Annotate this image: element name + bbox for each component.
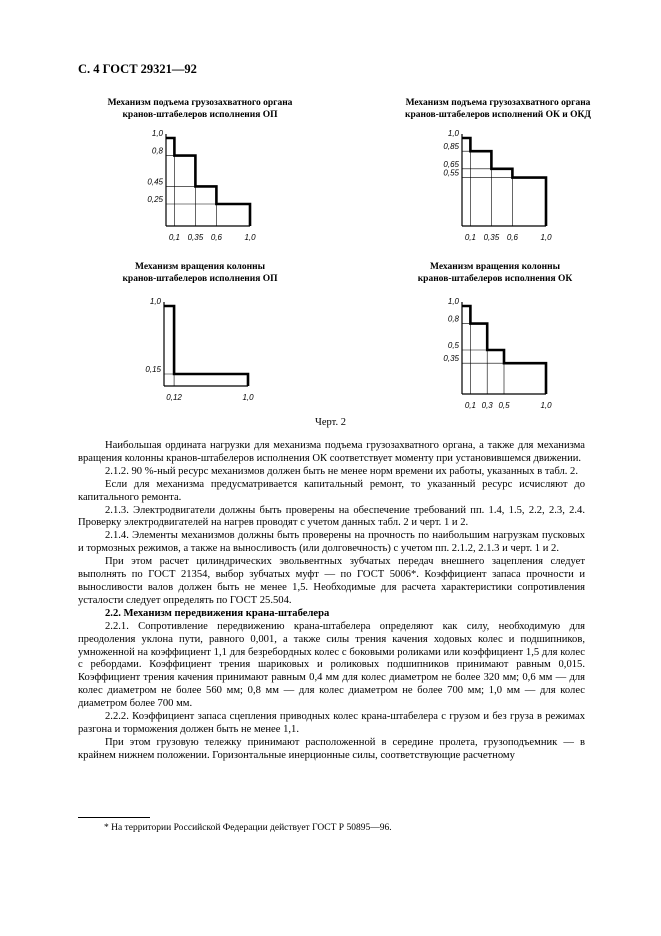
y-tick-label: 0,55 xyxy=(443,168,459,178)
y-tick-label: 1,0 xyxy=(447,297,459,306)
paragraph: 2.1.3. Электродвигатели должны быть проверены на обеспечение требований пп. 1.4, 1.5, 2.2, 2.3, 2.4. Проверку электродвигателей на нагрев проводят с учетом данных табл. 2 и черт. 1 и 2. xyxy=(78,504,585,529)
x-tick-label: 1,0 xyxy=(244,233,256,242)
y-tick-label: 0,35 xyxy=(443,354,459,364)
chart-title-line: Механизм подъема грузозахватного органа xyxy=(405,98,591,108)
chart-title-line: кранов-штабелеров исполнения ОП xyxy=(122,110,278,120)
y-tick-label: 0,15 xyxy=(145,365,161,374)
chart-title-lift-op xyxy=(80,97,320,121)
step-series-line xyxy=(164,306,248,386)
paragraph: 2.1.2. 90 %-ный ресурс механизмов должен быть не менее норм времени их работы, указанных в табл. 2. xyxy=(105,465,578,477)
chart-title-rotation-op xyxy=(80,261,320,285)
y-tick-label: 0,65 xyxy=(443,159,459,169)
x-tick-label: 0,1 xyxy=(464,401,476,410)
x-tick-label: 0,3 xyxy=(481,401,493,410)
paragraph: При этом грузовую тележку принимают расположенной в середине пролета, грузоподъемник — в крайнем нижнем положении. Горизонтальные инерционные силы, соответствующие расчетному xyxy=(78,736,585,761)
paragraph: 2.1.4. Элементы механизмов должны быть проверены на прочность по наибольшим нагрузкам пусковых и тормозных режимов, а также на выносливость (или долговечность) с учетом пп. 2.1.2, 2.1.3 и черт. 1 и 2. xyxy=(78,530,585,555)
y-tick-label: 0,5 xyxy=(447,341,459,350)
step-chart-lift-op xyxy=(140,130,270,246)
y-tick-label: 1,0 xyxy=(151,129,163,138)
chart-title-line: кранов-штабелеров исполнения ОК xyxy=(417,274,573,284)
page-header: С. 4 ГОСТ 29321—92 xyxy=(78,62,197,76)
paragraph: Наибольшая ордината нагрузки для механизма подъема грузозахватного органа, а также для механизма вращения колонны кранов-штабелеров исполнения ОК соответствует моменту при установившемся движении. xyxy=(78,440,585,464)
section-heading: 2.2. Механизм передвижения крана-штабелера xyxy=(105,607,330,619)
body-text xyxy=(78,440,585,763)
x-tick-label: 0,6 xyxy=(506,233,518,242)
step-series-line xyxy=(166,138,250,226)
x-tick-label: 1,0 xyxy=(540,401,552,410)
y-tick-label: 0,8 xyxy=(447,314,459,324)
x-tick-label: 0,35 xyxy=(187,233,204,242)
x-tick-label: 0,1 xyxy=(168,233,180,242)
paragraph: Если для механизма предусматривается капитальный ремонт, то указанный ресурс исчисляют до капитального ремонта. xyxy=(78,478,585,503)
y-tick-label: 0,85 xyxy=(443,142,459,152)
step-chart-rotation-ok xyxy=(436,298,566,414)
x-tick-label: 1,0 xyxy=(540,233,552,242)
y-tick-label: 0,8 xyxy=(151,146,163,156)
x-tick-label: 1,0 xyxy=(242,393,254,402)
chart-title-rotation-ok xyxy=(375,261,615,285)
x-tick-label: 0,12 xyxy=(166,393,182,402)
x-tick-label: 0,6 xyxy=(210,233,222,242)
paragraph: 2.2.1. Сопротивление передвижению крана-штабелера определяют как силу, необходимую для преодоления уклона пути, равного 0,001, а также силы трения качения ходовых колес и подшипников, умноженной на коэффициент 1,1 для безребордных колес с боковыми роликами или коэффициент 1,5 для колес с ребордами. Коэффициент трения шариковых и роликовых подшипников принимают равным 0,015. Коэффициент трения качения принимают равным 0,4 мм для колес диаметром не более 320 мм; 0,6 мм — для колес диаметром не более 560 мм; 0,8 мм — для колес диаметром не более 700 мм; 1,0 мм — для колес диаметром более 700 мм. xyxy=(78,620,585,710)
chart-title-line: кранов-штабелеров исполнения ОП xyxy=(122,274,278,284)
chart-title-line: кранов-штабелеров исполнений ОК и ОКД xyxy=(405,110,591,120)
chart-title-line: Механизм подъема грузозахватного органа xyxy=(107,98,293,108)
step-chart-rotation-op xyxy=(138,298,268,406)
footnote: * На территории Российской Федерации действует ГОСТ Р 50895—96. xyxy=(104,823,392,833)
footnote-divider xyxy=(78,817,150,818)
x-tick-label: 0,5 xyxy=(498,401,510,410)
y-tick-label: 0,45 xyxy=(147,177,163,187)
paragraph: 2.2.2. Коэффициент запаса сцепления приводных колес крана-штабелера с грузом и без груза в режимах разгона и торможения должен быть не менее 1,1. xyxy=(78,711,585,735)
step-series-line xyxy=(462,138,546,226)
y-tick-label: 1,0 xyxy=(447,129,459,138)
paragraph: При этом расчет цилиндрических эвольвентных зубчатых передач внешнего зацепления следует выполнять по ГОСТ 21354, выбор зубчатых муфт — по ГОСТ 5006*. Коэффициент запаса прочности и выносливости валов должен быть не менее 1,5. Необходимые для расчета характеристики сопротивления усталости следует определять по ГОСТ 25.504. xyxy=(78,556,585,606)
y-tick-label: 0,25 xyxy=(147,195,163,204)
chart-title-lift-ok xyxy=(378,97,618,121)
y-tick-label: 1,0 xyxy=(149,297,161,306)
x-tick-label: 0,35 xyxy=(483,233,500,242)
chart-title-line: Механизм вращения колонны xyxy=(430,262,560,272)
figure-caption: Черт. 2 xyxy=(315,417,346,428)
chart-title-line: Механизм вращения колонны xyxy=(135,262,265,272)
step-chart-lift-ok xyxy=(436,130,566,246)
x-tick-label: 0,1 xyxy=(464,233,476,242)
